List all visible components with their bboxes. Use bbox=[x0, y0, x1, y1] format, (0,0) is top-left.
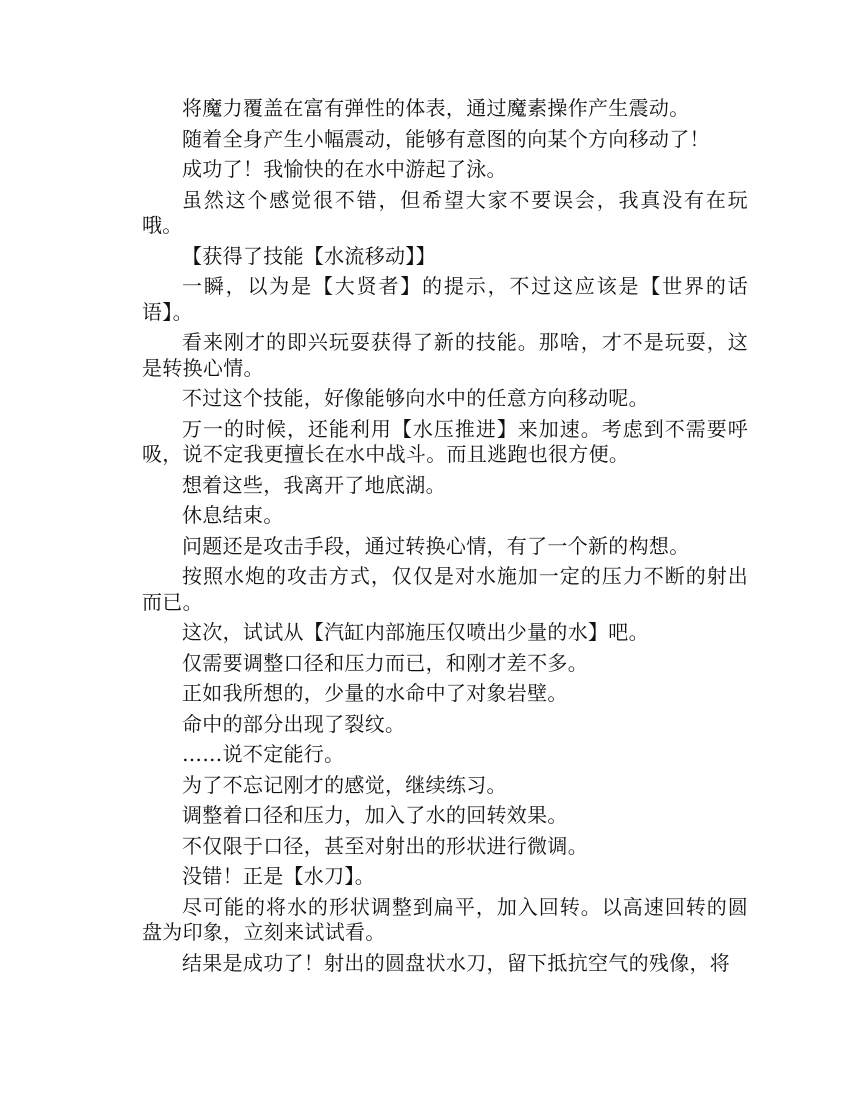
paragraph: 这次，试试从【汽缸内部施压仅喷出少量的水】吧。 bbox=[182, 620, 649, 644]
paragraph: 不仅限于口径，甚至对射出的形状进行微调。 bbox=[182, 833, 588, 858]
paragraph: 结果是成功了！射出的圆盘状水刀，留下抵抗空气的残像，将 bbox=[182, 950, 731, 975]
paragraph: 不过这个技能，好像能够向水中的任意方向移动呢。 bbox=[182, 386, 649, 410]
paragraph: 一瞬，以为是【大贤者】的提示，不过这应该是【世界的话语】。 bbox=[142, 274, 748, 324]
paragraph: 仅需要调整口径和压力而已，和刚才差不多。 bbox=[182, 650, 588, 675]
paragraph: 成功了！我愉快的在水中游起了泳。 bbox=[182, 157, 507, 181]
paragraph: 调整着口径和压力，加入了水的回转效果。 bbox=[182, 803, 568, 827]
paragraph: 将魔力覆盖在富有弹性的体表，通过魔素操作产生震动。 bbox=[182, 96, 690, 120]
paragraph: 万一的时候，还能利用【水压推进】来加速。考虑到不需要呼吸，说不定我更擅长在水中战斗。而且逃跑也很方便。 bbox=[142, 416, 748, 466]
paragraph: 命中的部分出现了裂纹。 bbox=[182, 711, 406, 736]
paragraph: 随着全身产生小幅震动，能够有意图的向某个方向移动了！ bbox=[182, 126, 710, 151]
paragraph: 正如我所想的，少量的水命中了对象岩壁。 bbox=[182, 681, 568, 705]
paragraph: 尽可能的将水的形状调整到扁平，加入回转。以高速回转的圆盘为印象，立刻来试试看。 bbox=[142, 894, 748, 944]
paragraph: 想着这些，我离开了地底湖。 bbox=[182, 472, 446, 497]
paragraph: 【获得了技能【水流移动】】 bbox=[182, 243, 436, 268]
paragraph: 没错！正是【水刀】。 bbox=[182, 864, 375, 888]
document-body bbox=[142, 96, 748, 981]
paragraph: 看来刚才的即兴玩耍获得了新的技能。那啥，才不是玩耍，这是转换心情。 bbox=[142, 330, 748, 380]
paragraph: 问题还是攻击手段，通过转换心情，有了一个新的构想。 bbox=[182, 533, 690, 558]
paragraph: 休息结束。 bbox=[182, 503, 284, 527]
paragraph: 虽然这个感觉很不错，但希望大家不要误会，我真没有在玩哦。 bbox=[142, 187, 748, 237]
paragraph: 按照水炮的攻击方式，仅仅是对水施加一定的压力不断的射出而已。 bbox=[142, 564, 748, 614]
paragraph: ……说不定能行。 bbox=[182, 742, 345, 766]
paragraph: 为了不忘记刚才的感觉，继续练习。 bbox=[182, 772, 507, 797]
